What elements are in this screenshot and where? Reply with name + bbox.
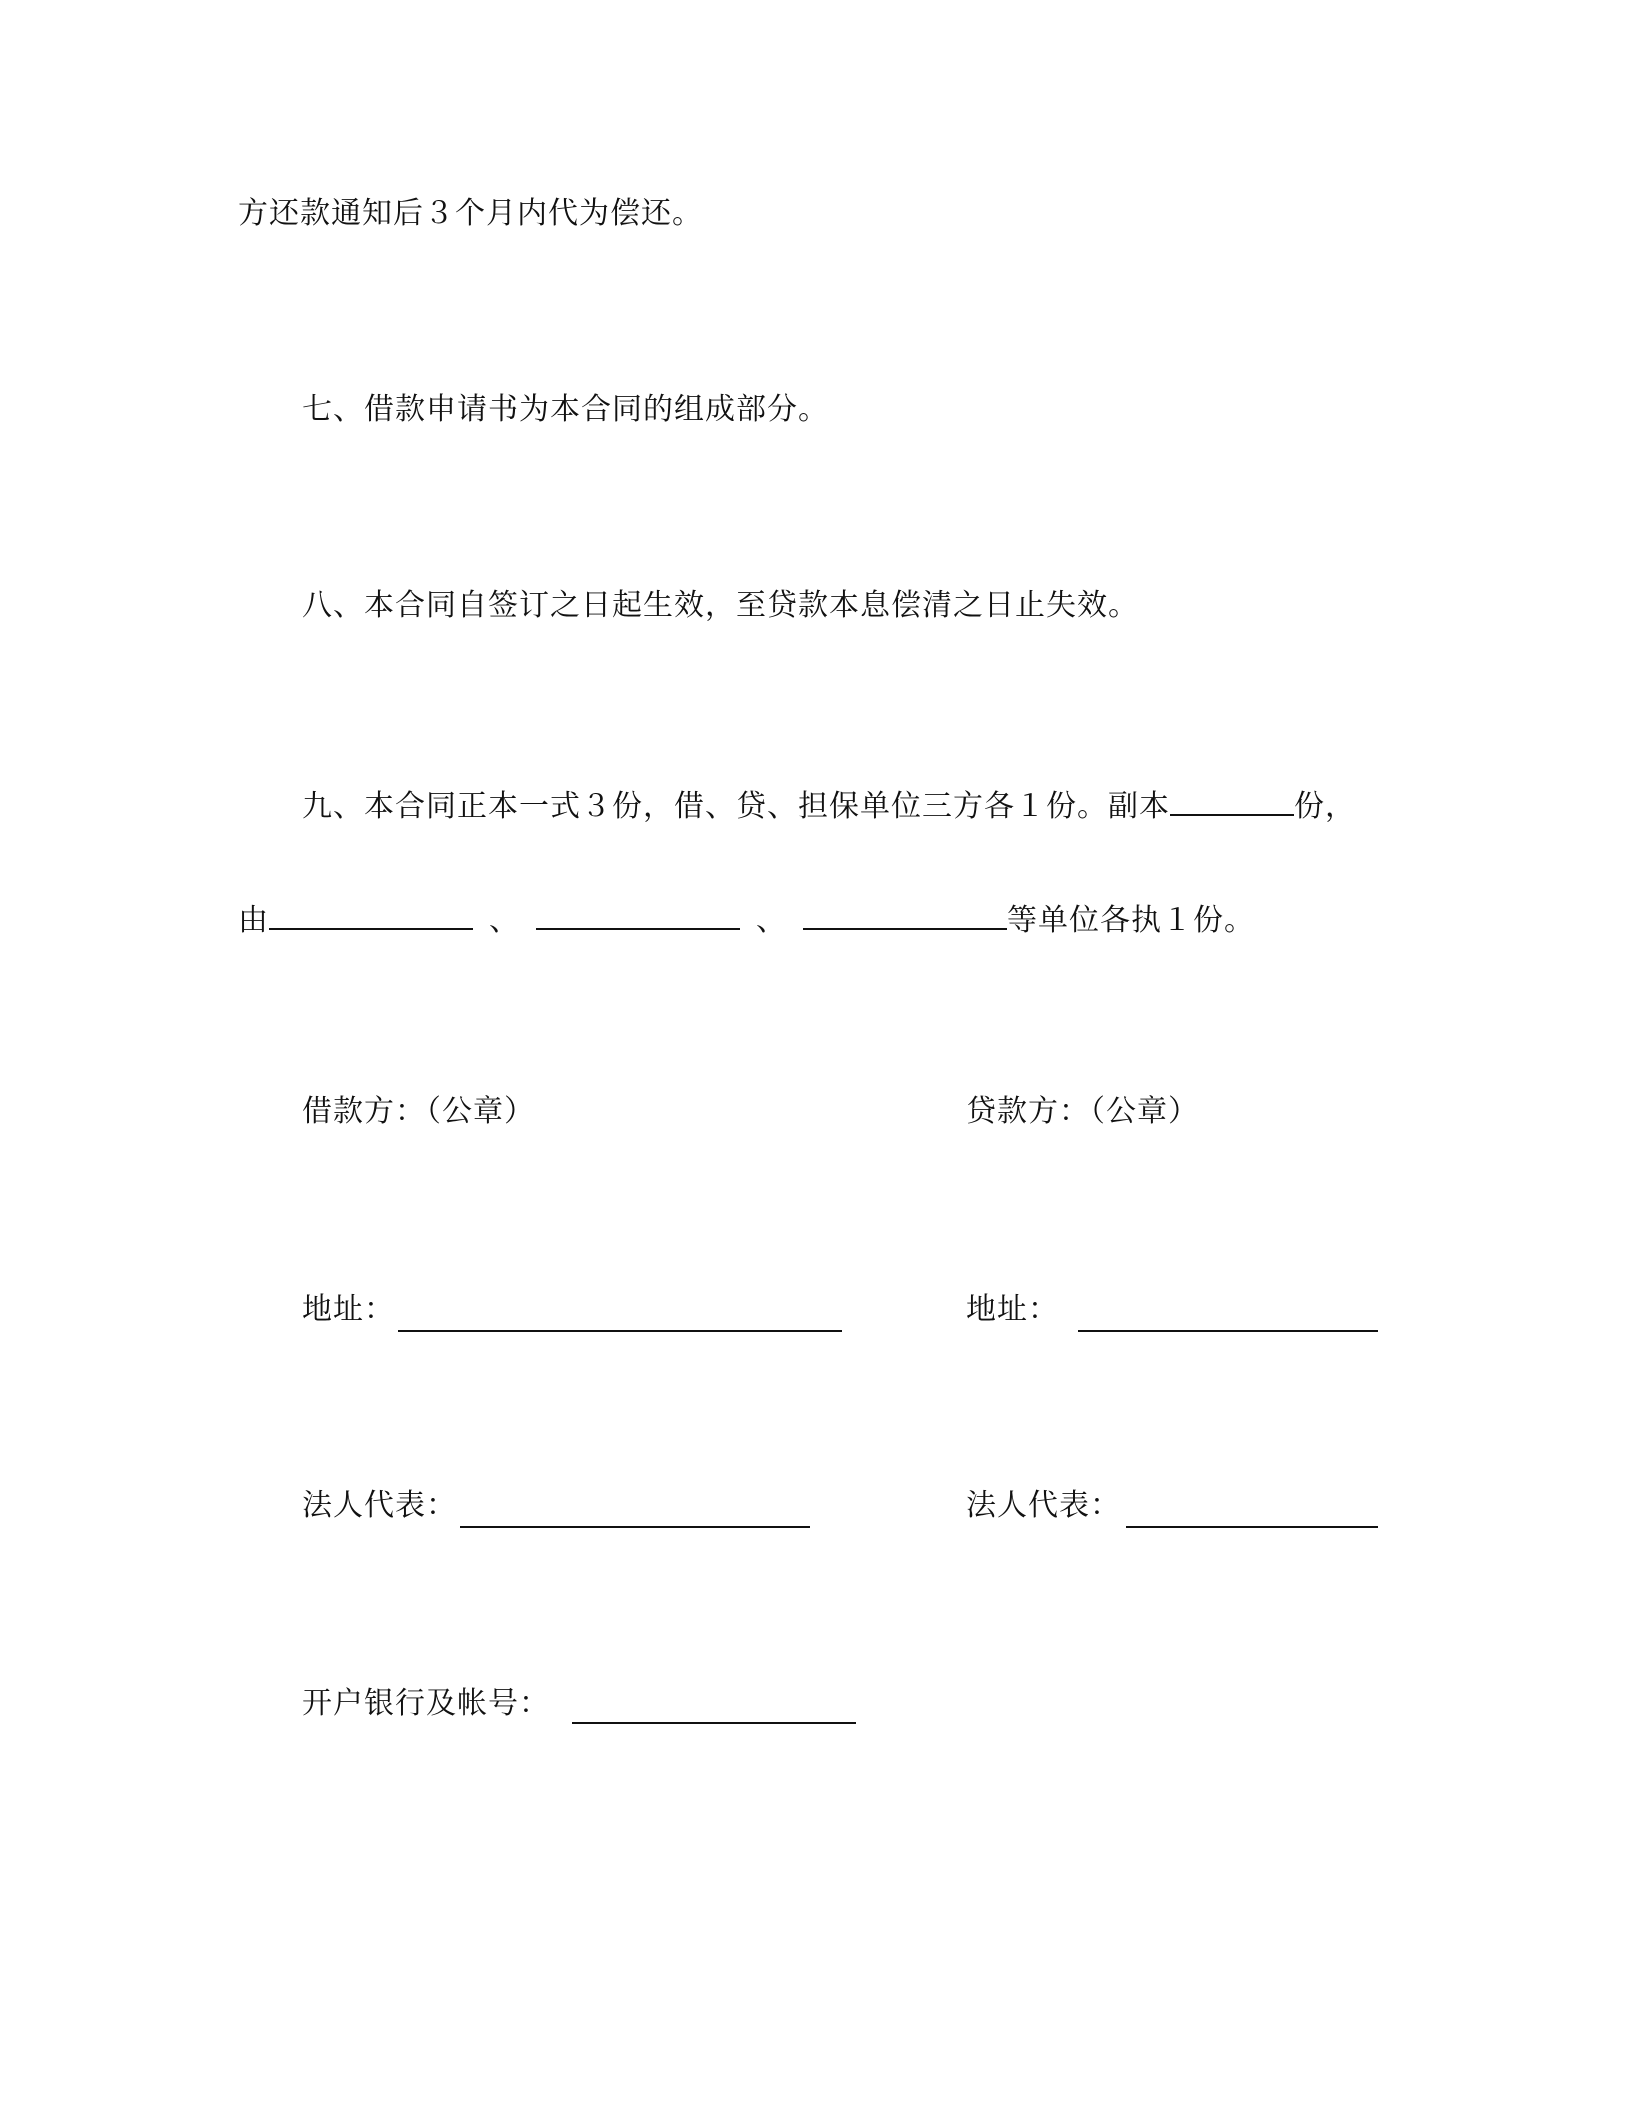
holder-unit-blank-1[interactable] <box>269 898 473 930</box>
borrower-address-field[interactable] <box>398 1330 842 1332</box>
clause-8: 八、本合同自签订之日起生效，至贷款本息偿清之日止失效。 <box>302 588 1139 623</box>
clause-9-text: 九、本合同正本一式３份，借、贷、担保单位三方各１份。副本 <box>302 789 1170 824</box>
bank-account-field[interactable] <box>572 1722 856 1724</box>
clause-9-line-2 <box>238 898 1255 941</box>
clause-9-prefix: 由 <box>238 903 269 938</box>
clause-7: 七、借款申请书为本合同的组成部分。 <box>302 392 829 427</box>
lender-address-label: 地址： <box>966 1292 1059 1327</box>
clause-9-line-1 <box>302 784 1356 827</box>
lender-address-field[interactable] <box>1078 1330 1378 1332</box>
bank-account-label: 开户银行及帐号： <box>302 1686 550 1721</box>
borrower-representative-label: 法人代表： <box>302 1488 457 1523</box>
lender-representative-label: 法人代表： <box>966 1488 1121 1523</box>
borrower-address-label: 地址： <box>302 1292 395 1327</box>
copies-count-blank[interactable] <box>1170 784 1294 816</box>
lender-seal-label: 贷款方：（公章） <box>966 1094 1199 1129</box>
paragraph-continuation: 方还款通知后３个月内代为偿还。 <box>238 196 703 231</box>
lender-representative-field[interactable] <box>1126 1526 1378 1528</box>
separator-1: 、 <box>489 903 520 938</box>
holder-unit-blank-3[interactable] <box>803 898 1007 930</box>
borrower-seal-label: 借款方：（公章） <box>302 1094 535 1129</box>
separator-2: 、 <box>756 903 787 938</box>
holder-unit-blank-2[interactable] <box>536 898 740 930</box>
clause-9-suffix: 份， <box>1294 789 1356 824</box>
clause-9-end: 等单位各执１份。 <box>1007 903 1255 938</box>
borrower-representative-field[interactable] <box>460 1526 810 1528</box>
